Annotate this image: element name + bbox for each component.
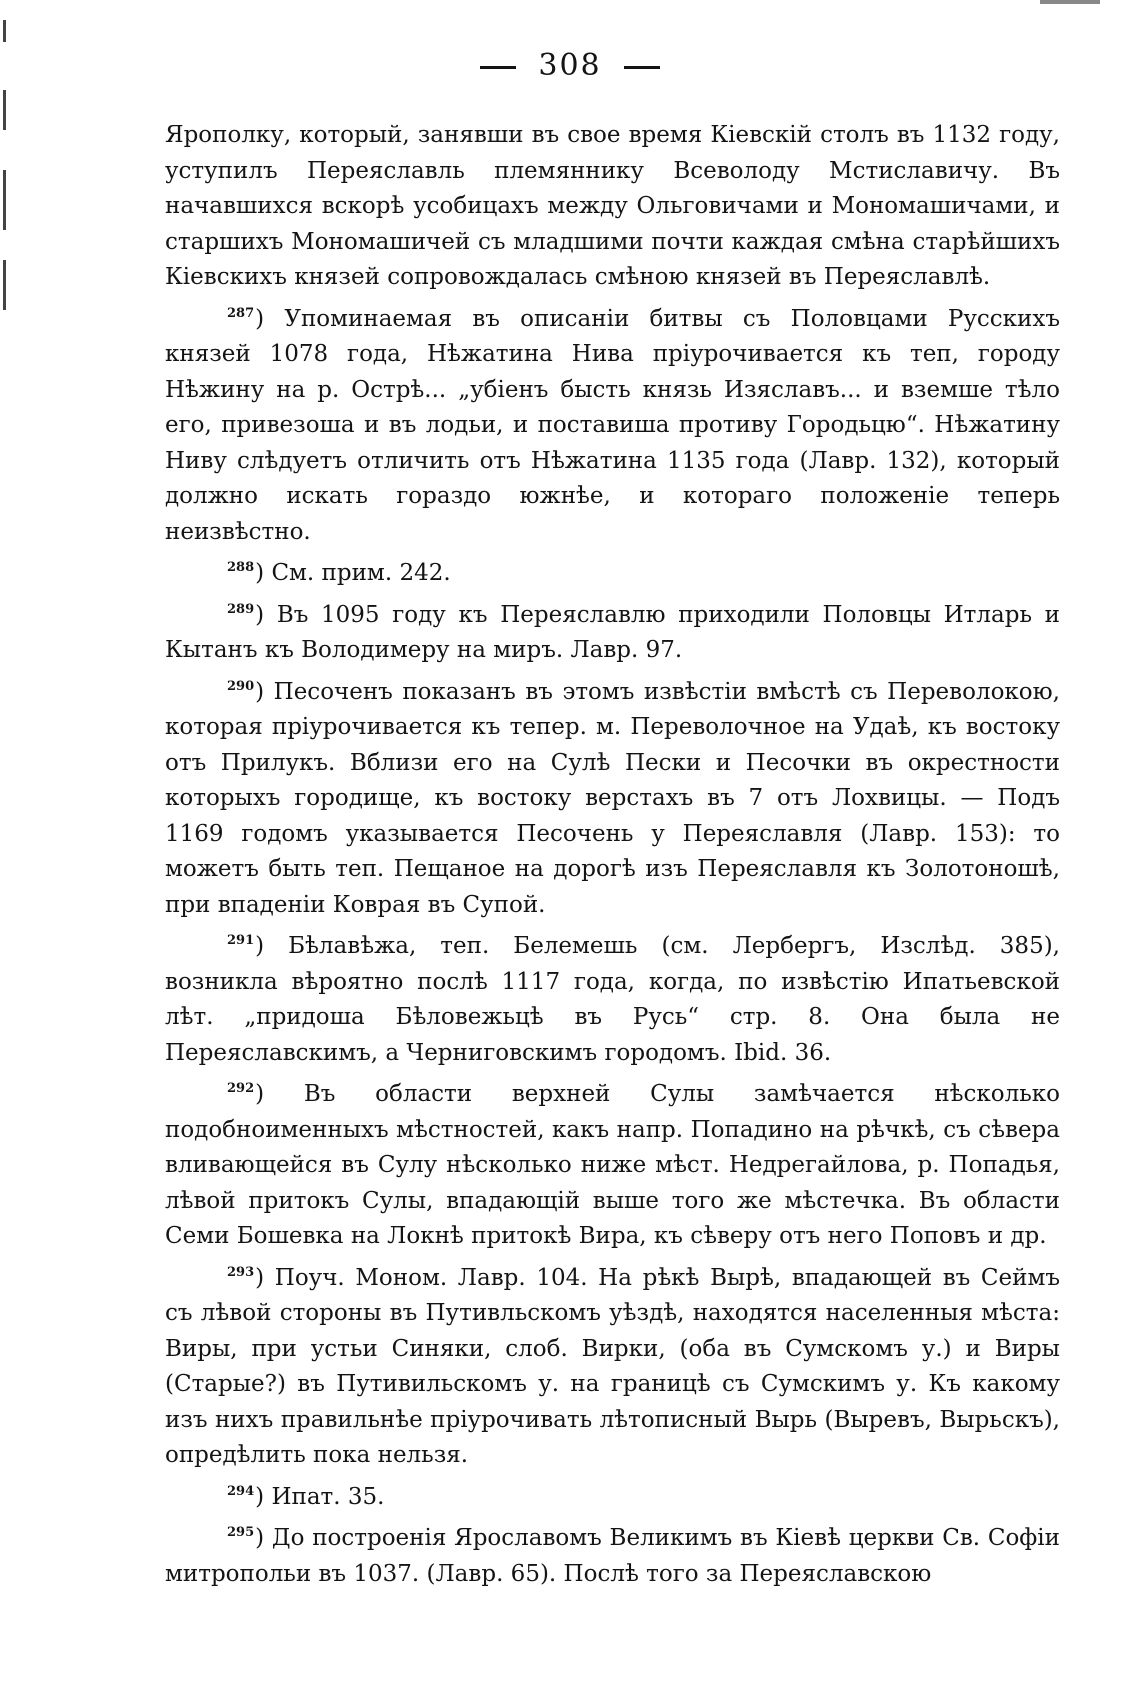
footnote-287: $^{287}$) Упоминаемая въ описаніи битвы съ Половцами Русскихъ князей 1078 года, Нѣжатина Нива пріурочивается къ теп, городу Нѣжину на р. Острѣ... „убіенъ бысть князь Изяславъ... и вземше тѣло его, привезоша и въ лодьи, и поставиша противу Городьцю“. Нѣжатину Ниву слѣдуетъ отличить отъ Нѣжатина 1135 года (Лавр. 132), который должно искать гораздо южнѣе, и котораго положеніе теперь неизвѣстно. <box>165 305 1060 545</box>
footnote-text: До построенія Ярославомъ Великимъ въ Кіевѣ церкви Св. Софіи митропольи въ 1037. (Лавр. 65). Послѣ того за Переяславскою <box>165 1525 1060 1587</box>
footnote-288: $^{288}$) См. прим. 242. <box>227 560 451 586</box>
footnote-text: Ипат. 35. <box>271 1483 385 1510</box>
footnote-295: $^{295}$) До построенія Ярославомъ Великимъ въ Кіевѣ церкви Св. Софіи митропольи въ 1037. (Лавр. 65). Послѣ того за Переяславскою <box>165 1525 1060 1587</box>
footnote-text: Поуч. Моном. Лавр. 104. На рѣкѣ Вырѣ, впадающей въ Сеймъ съ лѣвой стороны въ Путивльскомъ уѣздѣ, находятся населенныя мѣста: Виры, при устьи Синяки, слоб. Вирки, (оба въ Сумскомъ у.) и Виры (Старые?) въ Путивильскомъ у. на границѣ съ Сумскимъ у. Къ какому изъ нихъ правильнѣе пріурочивать лѣтописный Вырь (Выревъ, Вырьскъ), опредѣлить пока нельзя. <box>165 1264 1060 1468</box>
page-number-dash-right <box>624 66 660 69</box>
footnote-text: Въ 1095 году къ Переяславлю приходили Половцы Итларь и Кытанъ къ Володимеру на миръ. Лавр. 97. <box>165 601 1060 663</box>
footnote-marker: 290 <box>227 678 255 694</box>
footnote-289: $^{289}$) Въ 1095 году къ Переяславлю приходили Половцы Итларь и Кытанъ къ Володимеру на миръ. Лавр. 97. <box>165 601 1060 663</box>
footnote-text: Бѣлавѣжа, теп. Белемешь (см. Лербергъ, Изслѣд. 385), возникла вѣроятно послѣ 1117 года, когда, по извѣстію Ипатьевской лѣт. „придоша Бѣловежьцѣ въ Русь“ стр. 8. Она была не Переяславскимъ, а Черниговскимъ городомъ. Ibid. 36. <box>165 933 1060 1066</box>
footnote-marker: 292 <box>227 1081 255 1096</box>
paragraph-text: Ярополку, который, занявши въ свое время Кіевскій столъ въ 1132 году, уступилъ Переяславль племяннику Всеволоду Мстиславичу. Въ начавшихся вскорѣ усобицахъ между Ольговичами и Мономашичами, и старшихъ Мономашичей съ младшими почти каждая смѣна старѣйшихъ Кіевскихъ князей сопровождалась смѣною князей въ Переяславлѣ. <box>165 122 1060 290</box>
footnote-293: $^{293}$) Поуч. Моном. Лавр. 104. На рѣкѣ Вырѣ, впадающей въ Сеймъ съ лѣвой стороны въ Путивльскомъ уѣздѣ, находятся населенныя мѣста: Виры, при устьи Синяки, слоб. Вирки, (оба въ Сумскомъ у.) и Виры (Старые?) въ Путивильскомъ у. на границѣ съ Сумскимъ у. Къ какому изъ нихъ правильнѣе пріурочивать лѣтописный Вырь (Выревъ, Вырьскъ), опредѣлить пока нельзя. <box>165 1264 1060 1468</box>
footnote-294: $^{294}$) Ипат. 35. <box>227 1483 385 1510</box>
footnote-text: Упоминаемая въ описаніи битвы съ Половцами Русскихъ князей 1078 года, Нѣжатина Нива пріурочивается къ теп, городу Нѣжину на р. Острѣ... „убіенъ бысть князь Изяславъ... и вземше тѣло его, привезоша и въ лодьи, и поставиша противу Городьцю“. Нѣжатину Ниву слѣдуетъ отличить отъ Нѣжатина 1135 года (Лавр. 132), который должно искать гораздо южнѣе, и котораго положеніе теперь неизвѣстно. <box>165 305 1060 545</box>
footnote-marker: 291 <box>227 933 255 948</box>
footnote-marker: 295 <box>227 1525 255 1540</box>
page-number-value: 308 <box>538 48 602 83</box>
body-text <box>165 118 1060 1592</box>
footnote-292: $^{292}$) Въ области верхней Сулы замѣчается нѣсколько подобноименныхъ мѣстностей, какъ напр. Попадино на рѣчкѣ, съ сѣвера вливающейся въ Сулу нѣсколько ниже мѣст. Недрегайлова, р. Попадья, лѣвой притокъ Сулы, впадающій выше того же мѣстечка. Въ области Семи Бошевка на Локнѣ притокѣ Вира, къ сѣверу отъ него Поповъ и др. <box>165 1081 1060 1249</box>
footnote-290: $^{290}$) Песоченъ показанъ въ этомъ извѣстіи вмѣстѣ съ Переволокою, которая пріурочивается къ тепер. м. Переволочное на Удаѣ, къ востоку отъ Прилукъ. Вблизи его на Сулѣ Пески и Песочки въ окрестности которыхъ городище, къ востоку верстахъ въ 7 отъ Лохвицы. — Подъ 1169 годомъ указывается Песочень у Переяславля (Лавр. 153): то можетъ быть теп. Пещаное на дорогѣ изъ Переяславля къ Золотоношѣ, при впаденіи Коврая въ Супой. <box>165 678 1060 918</box>
footnote-text: Песоченъ показанъ въ этомъ извѣстіи вмѣстѣ съ Переволокою, которая пріурочивается къ тепер. м. Переволочное на Удаѣ, къ востоку отъ Прилукъ. Вблизи его на Сулѣ Пески и Песочки въ окрестности которыхъ городище, къ востоку верстахъ въ 7 отъ Лохвицы. — Подъ 1169 годомъ указывается Песочень у Переяславля (Лавр. 153): то можетъ быть теп. Пещаное на дорогѣ изъ Переяславля къ Золотоношѣ, при впаденіи Коврая въ Супой. <box>165 678 1060 918</box>
page-number-dash-left <box>480 66 516 69</box>
footnote-marker: 293 <box>227 1264 255 1280</box>
scan-corner-mark <box>1040 0 1100 4</box>
footnote-text: См. прим. 242. <box>271 560 451 586</box>
footnote-marker: 287 <box>227 305 255 321</box>
page-number <box>0 48 1140 83</box>
footnote-marker: 288 <box>227 560 255 575</box>
continuation-paragraph <box>165 118 1060 296</box>
footnote-text: Въ области верхней Сулы замѣчается нѣсколько подобноименныхъ мѣстностей, какъ напр. Попадино на рѣчкѣ, съ сѣвера вливающейся въ Сулу нѣсколько ниже мѣст. Недрегайлова, р. Попадья, лѣвой притокъ Сулы, впадающій выше того же мѣстечка. Въ области Семи Бошевка на Локнѣ притокѣ Вира, къ сѣверу отъ него Поповъ и др. <box>165 1081 1060 1249</box>
footnote-291: $^{291}$) Бѣлавѣжа, теп. Белемешь (см. Лербергъ, Изслѣд. 385), возникла вѣроятно послѣ 1117 года, когда, по извѣстію Ипатьевской лѣт. „придоша Бѣловежьцѣ въ Русь“ стр. 8. Она была не Переяславскимъ, а Черниговскимъ городомъ. Ibid. 36. <box>165 933 1060 1066</box>
footnote-marker: 294 <box>227 1483 255 1499</box>
footnote-marker: 289 <box>227 601 255 617</box>
